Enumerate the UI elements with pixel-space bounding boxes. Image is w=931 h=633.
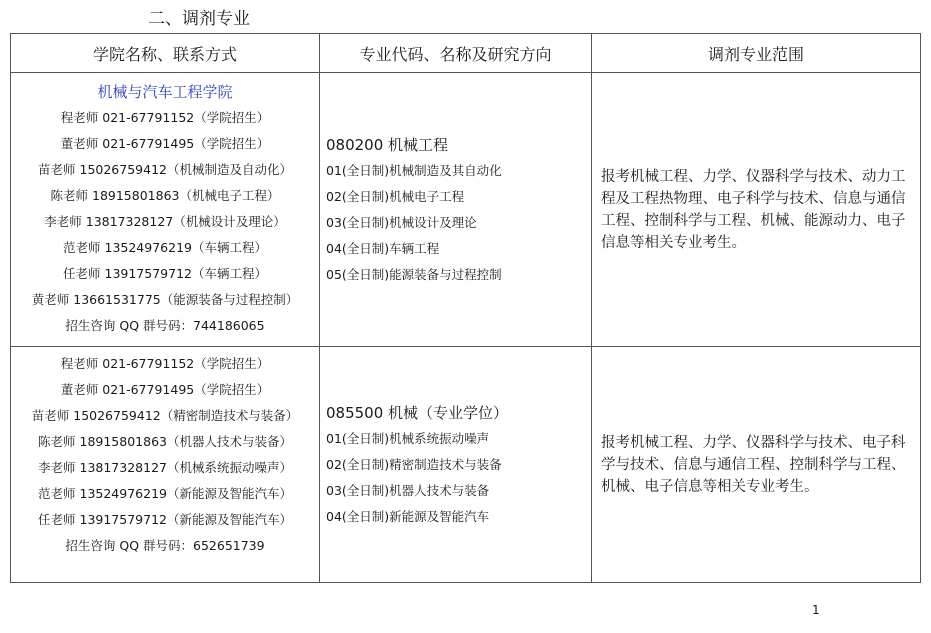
contact-line: 程老师 021-67791152（学院招生） [60,356,270,371]
table-row [11,347,921,583]
header-scope: 调剂专业范围 [592,34,921,73]
contact-line: 范老师 13524976219（车辆工程） [63,240,267,255]
contact-line: 苗老师 15026759412（精密制造技术与装备） [31,408,299,423]
contact-line: 陈老师 18915801863（机械电子工程） [50,188,280,203]
qq-group: 招生咨询 QQ 群号码：652651739 [65,538,265,553]
table-header-row [11,34,921,73]
scope-cell: 报考机械工程、力学、仪器科学与技术、电子科学与技术、信息与通信工程、控制科学与工程、机械、电子信息等相关专业考生。 [592,347,921,583]
section-title: 二、调剂专业 [148,9,250,29]
contact-line: 范老师 13524976219（新能源及智能汽车） [38,486,292,501]
contact-line: 陈老师 18915801863（机器人技术与装备） [38,434,292,449]
research-direction: 03(全日制)机器人技术与装备 [326,482,490,498]
contact-line: 黄老师 13661531775（能源装备与过程控制） [31,292,299,307]
qq-group: 招生咨询 QQ 群号码：744186065 [65,318,265,333]
contact-line: 程老师 021-67791152（学院招生） [60,110,270,125]
college-name: 机械与汽车工程学院 [97,83,233,101]
research-direction: 04(全日制)车辆工程 [326,240,440,256]
contact-line: 苗老师 15026759412（机械制造及自动化） [38,162,292,177]
research-direction: 03(全日制)机械设计及理论 [326,214,477,230]
research-direction: 02(全日制)精密制造技术与装备 [326,456,502,472]
major-code: 080200 机械工程 [326,135,449,154]
header-major: 专业代码、名称及研究方向 [320,34,592,73]
contacts-cell [11,73,320,347]
adjustment-table [10,33,921,583]
research-direction: 01(全日制)机械制造及其自动化 [326,162,502,178]
contact-line: 董老师 021-67791495（学院招生） [60,136,270,151]
scope-cell: 报考机械工程、力学、仪器科学与技术、动力工程及工程热物理、电子科学与技术、信息与通信工程、控制科学与工程、机械、能源动力、电子信息等相关专业考生。 [592,73,921,347]
contacts-cell [11,347,320,583]
major-cell [320,73,592,347]
research-direction: 04(全日制)新能源及智能汽车 [326,508,490,524]
header-college-contact: 学院名称、联系方式 [11,34,320,73]
table-row [11,73,921,347]
major-cell [320,347,592,583]
page-number: 1 [812,603,820,617]
research-direction: 01(全日制)机械系统振动噪声 [326,430,490,446]
contact-line: 李老师 13817328127（机械设计及理论） [44,214,286,229]
research-direction: 02(全日制)机械电子工程 [326,188,465,204]
major-code: 085500 机械（专业学位） [326,403,509,422]
contact-line: 任老师 13917579712（新能源及智能汽车） [38,512,292,527]
contact-line: 董老师 021-67791495（学院招生） [60,382,270,397]
contact-line: 任老师 13917579712（车辆工程） [63,266,267,281]
contact-line: 李老师 13817328127（机械系统振动噪声） [38,460,292,475]
research-direction: 05(全日制)能源装备与过程控制 [326,266,502,282]
